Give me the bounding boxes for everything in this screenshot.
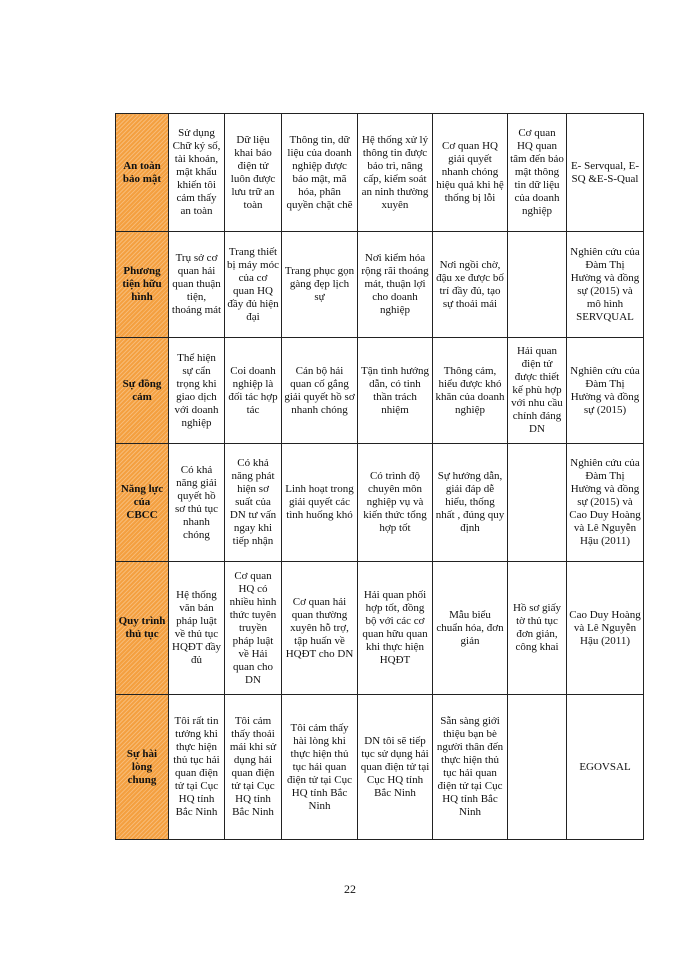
source-cell: Nghiên cứu của Đàm Thị Hường và đồng sự (2015) và Cao Duy Hoàng và Lê Nguyễn Hậu (2011): [567, 444, 644, 562]
source-cell: Nghiên cứu của Đàm Thị Hường và đồng sự (2015): [567, 338, 644, 444]
table-cell: Dữ liệu khai báo điện tử luôn được lưu trữ an toàn: [225, 114, 282, 232]
table-cell: Nơi kiểm hóa rộng rãi thoáng mát, thuận lợi cho doanh nghiệp: [358, 232, 433, 338]
table-row: [116, 232, 644, 338]
table-cell: Coi doanh nghiệp là đối tác hợp tác: [225, 338, 282, 444]
table-cell: DN tôi sẽ tiếp tục sử dụng hải quan điện tử tại Cục HQ tỉnh Bắc Ninh: [358, 695, 433, 840]
table-cell: Thông tin, dữ liệu của doanh nghiệp được bảo mật, mã hóa, phân quyền chặt chẽ: [282, 114, 358, 232]
table-cell: Cơ quan hải quan thường xuyên hỗ trợ, tập huấn về HQĐT cho DN: [282, 562, 358, 695]
table-cell: Có khả năng phát hiện sơ suất của DN tư vấn ngay khi tiếp nhận: [225, 444, 282, 562]
table-cell: Trụ sở cơ quan hải quan thuận tiện, thoáng mát: [169, 232, 225, 338]
table-cell: [508, 232, 567, 338]
table-cell: [508, 444, 567, 562]
table-cell: Trang thiết bị máy móc của cơ quan HQ đầy đủ hiện đại: [225, 232, 282, 338]
row-label: Sự đồng cảm: [116, 338, 169, 444]
table-cell: Linh hoạt trong giải quyết các tình huống khó: [282, 444, 358, 562]
criteria-table: [115, 113, 644, 840]
row-label: Năng lực của CBCC: [116, 444, 169, 562]
table-cell: Có trình độ chuyên môn nghiệp vụ và kiến thức tổng hợp tốt: [358, 444, 433, 562]
source-cell: Nghiên cứu của Đàm Thị Hường và đồng sự (2015) và mô hình SERVQUAL: [567, 232, 644, 338]
table-row: [116, 444, 644, 562]
table-cell: Tận tình hướng dẫn, có tinh thần trách nhiệm: [358, 338, 433, 444]
table-cell: Hải quan điện tử được thiết kế phù hợp với nhu cầu chính đáng DN: [508, 338, 567, 444]
table-cell: Sẵn sàng giới thiệu bạn bè người thân đến thực hiện thủ tục hải quan điện tử tại Cục HQ tỉnh Bắc Ninh: [433, 695, 508, 840]
table-cell: Sự hướng dẫn, giải đáp dễ hiểu, thống nhất , đúng quy định: [433, 444, 508, 562]
table-cell: Cán bộ hải quan cố gắng giải quyết hồ sơ nhanh chóng: [282, 338, 358, 444]
source-cell: EGOVSAL: [567, 695, 644, 840]
table-cell: Hệ thống văn bản pháp luật về thủ tục HQĐT đầy đủ: [169, 562, 225, 695]
table-cell: Tôi cảm thấy thoải mái khi sử dụng hải quan điện tử tại Cục HQ tỉnh Bắc Ninh: [225, 695, 282, 840]
table-cell: Thông cảm, hiểu được khó khăn của doanh nghiệp: [433, 338, 508, 444]
source-cell: Cao Duy Hoàng và Lê Nguyễn Hậu (2011): [567, 562, 644, 695]
table-row: [116, 562, 644, 695]
row-label: An toàn bảo mật: [116, 114, 169, 232]
table-cell: [508, 695, 567, 840]
source-cell: E- Servqual, E-SQ &E-S-Qual: [567, 114, 644, 232]
table-cell: Hải quan phối hợp tốt, đồng bộ với các cơ quan hữu quan khi thực hiện HQĐT: [358, 562, 433, 695]
table-row: [116, 695, 644, 840]
row-label: Quy trình thủ tục: [116, 562, 169, 695]
row-label: Sự hài lòng chung: [116, 695, 169, 840]
table-cell: Mẫu biểu chuẩn hóa, đơn giản: [433, 562, 508, 695]
table-row: [116, 114, 644, 232]
table-cell: Có khả năng giải quyết hồ sơ thủ tục nhanh chóng: [169, 444, 225, 562]
table-cell: Cơ quan HQ giải quyết nhanh chóng hiệu quả khi hệ thống bị lỗi: [433, 114, 508, 232]
table-cell: Cơ quan HQ có nhiều hình thức tuyên truyền pháp luật về Hải quan cho DN: [225, 562, 282, 695]
row-label: Phương tiện hữu hình: [116, 232, 169, 338]
table-cell: Thể hiện sự cẩn trọng khi giao dịch với doanh nghiệp: [169, 338, 225, 444]
table-cell: Sử dụng Chữ ký số, tài khoản, mật khẩu khiến tôi cảm thấy an toàn: [169, 114, 225, 232]
table-cell: Hồ sơ giấy tờ thủ tục đơn giản, công khai: [508, 562, 567, 695]
table-cell: Hệ thống xử lý thông tin được bảo trì, nâng cấp, kiểm soát an ninh thường xuyên: [358, 114, 433, 232]
table-cell: Tôi rất tin tưởng khi thực hiện thủ tục hải quan điện tử tại Cục HQ tỉnh Bắc Ninh: [169, 695, 225, 840]
table-cell: Trang phục gọn gàng đẹp lịch sự: [282, 232, 358, 338]
table-cell: Tôi cảm thấy hài lòng khi thực hiện thủ tục hải quan điện tử tại Cục HQ tỉnh Bắc Ninh: [282, 695, 358, 840]
page-number: 22: [344, 882, 356, 896]
table-cell: Nơi ngồi chờ, đậu xe được bố trí đầy đủ, tạo sự thoải mái: [433, 232, 508, 338]
table-row: [116, 338, 644, 444]
table-cell: Cơ quan HQ quan tâm đến bảo mật thông tin dữ liệu của doanh nghiệp: [508, 114, 567, 232]
